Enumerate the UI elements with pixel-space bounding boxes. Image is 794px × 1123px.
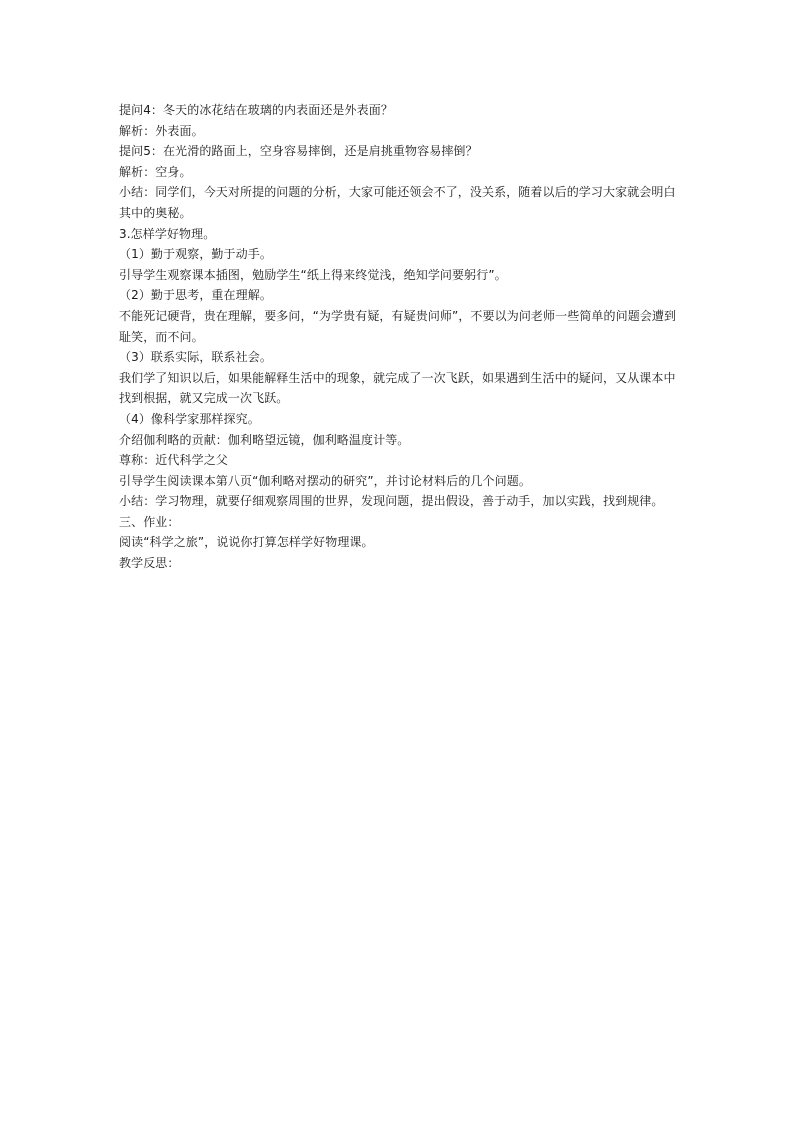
answer-4: 解析：外表面。 (119, 123, 204, 138)
teaching-reflection: 教学反思： (119, 556, 180, 571)
point-2: （2）勤于思考，重在理解。 (119, 288, 272, 303)
question-5: 提问5：在光滑的路面上，空身容易摔倒，还是肩挑重物容易摔倒？ (119, 144, 478, 159)
point-1: （1）勤于观察，勤于动手。 (119, 247, 272, 262)
reading-guide: 引导学生阅读课本第八页“伽利略对摆动的研究”，并讨论材料后的几个问题。 (119, 473, 531, 488)
point-4: （4）像科学家那样探究。 (119, 411, 260, 426)
galileo-title: 尊称：近代科学之父 (119, 453, 228, 468)
summary-1: 小结：同学们，今天对所提的问题的分析，大家可能还领会不了，没关系，随着以后的学习大家就会明白其中的奥秘。 (119, 185, 676, 220)
point-3-detail: 我们学了知识以后，如果能解释生活中的现象，就完成了一次飞跃，如果遇到生活中的疑问，又从课本中找到根据，就又完成一次飞跃。 (119, 370, 676, 406)
answer-5: 解析：空身。 (119, 164, 192, 179)
section-3-heading: 3.怎样学好物理。 (119, 226, 216, 241)
document-body (119, 100, 679, 574)
point-1-detail: 引导学生观察课本插图，勉励学生“纸上得来终觉浅，绝知学问要躬行”。 (119, 267, 507, 282)
point-2-detail: 不能死记硬背，贵在理解，要多问，“为学贵有疑，有疑贵问师”，不要以为问老师一些简单的问题会遭到耻笑，而不问。 (119, 308, 677, 344)
homework-task: 阅读“科学之旅”，说说你打算怎样学好物理课。 (119, 535, 374, 550)
summary-2: 小结：学习物理，就要仔细观察周围的世界，发现问题，提出假设，善于动手，加以实践，找到规律。 (119, 494, 664, 509)
galileo-contributions: 介绍伽利略的贡献：伽利略望远镜，伽利略温度计等。 (119, 432, 410, 447)
question-4: 提问4：冬天的冰花结在玻璃的内表面还是外表面？ (119, 103, 393, 117)
homework-heading: 三、作业： (119, 514, 180, 529)
point-3: （3）联系实际，联系社会。 (119, 350, 272, 365)
